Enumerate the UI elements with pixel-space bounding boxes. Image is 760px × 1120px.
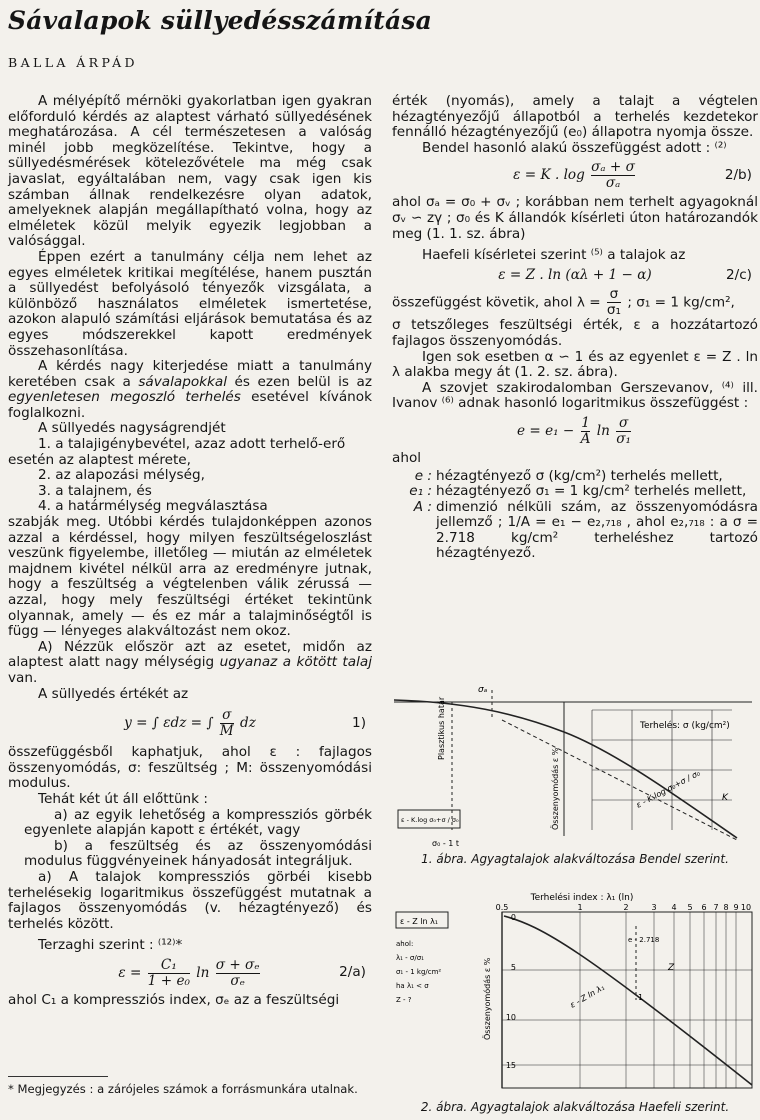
- top-tick-label: 9: [733, 903, 739, 912]
- equation-3: e = e₁ − $\frac{1}{A}$ ln $\frac{\sigma}{\text{σ₁}}$: [517, 414, 631, 447]
- curve-label: ε - Z ln λ₁: [568, 982, 607, 1010]
- top-tick-label: 10: [740, 903, 752, 912]
- one-label: 1: [638, 993, 644, 1002]
- figure-2-caption: 2. ábra. Agyagtalajok alakváltozása Haefeli szerint.: [420, 1100, 730, 1114]
- e-label: e - 2.718: [628, 936, 660, 944]
- top-tick-label: 6: [701, 903, 707, 912]
- figure-1-caption: 1. ábra. Agyagtalajok alakváltozása Bendel szerint.: [421, 852, 729, 866]
- equation-box-text: ε - K.log σ₀+σ / σ₀: [401, 816, 459, 824]
- paragraph: A süllyedés nagyságrendjét: [38, 420, 226, 437]
- paragraph: A mélyépítő mérnöki gyakorlatban igen gyakran előforduló kérdés az alaptest várható süllyedésének meghatározása. A cél természetesen a valóság minél jobb megközelítése. Tekintve, hogy a süllyedésmérések kötelezővétele ma még csak javaslat, egyáltalában nem, vagy csak igen kis számban állnak rendelkezésre olyan adatok, amelyeknek alapján megállapítható volna, hogy az elméletek közül melyik egyezik legjobban a valósággal.: [8, 93, 372, 250]
- sigma-a-label: σₐ: [478, 685, 488, 695]
- left-column: [8, 94, 372, 1008]
- list-item-continuation: esetén az alaptest mérete,: [8, 451, 191, 468]
- article-title: Sávalapok süllyedésszámítása: [8, 6, 433, 35]
- top-tick-label: 0.5: [495, 903, 509, 912]
- paragraph: ahol: [392, 449, 422, 466]
- top-tick-label: 4: [671, 903, 677, 912]
- k-label: K: [722, 793, 728, 803]
- legend-ahol: ahol:: [396, 940, 414, 948]
- top-tick-label: 8: [723, 903, 729, 912]
- left-tick-label: 0: [510, 913, 516, 922]
- paragraph: Éppen ezért a tanulmány célja nem lehet az egyes elméletek kritikai megítélése, hanem pusztán a süllyedést befolyásoló tényezők vizsgálata, a különböző használatos elméletek ismertetése, azokon alapuló számítási eljárások bemutatása és az egyes módszerekkel kapott eredmények összehasonlítása.: [8, 248, 372, 359]
- plot-frame: [502, 912, 752, 1088]
- top-axis-title: Terhelési index : λ₁ (ln): [530, 893, 634, 903]
- load-label: Terhelés: σ (kg/cm²): [640, 721, 730, 731]
- author-name: BALLA ÁRPÁD: [8, 55, 138, 70]
- curve-label: ε - K.log σ₀+σ / σ₀: [634, 768, 702, 810]
- left-tick-label: 5: [510, 963, 516, 972]
- y-axis-label: Összenyomódás ε %: [551, 747, 560, 830]
- paragraph: Haefeli kísérletei szerint ⁽⁵⁾ a talajok az: [422, 247, 686, 264]
- footnote: * Megjegyzés : a zárójeles számok a forrásmunkára utalnak.: [8, 1082, 358, 1096]
- definition-text: dimenzió nélküli szám, az összenyomódásra jellemző ; 1/A = e₁ − e₂,₇₁₈ , ahol e₂,₇₁₈ : a σ = 2.718 kg/cm² terheléshez tartozó hézagtényező.: [436, 498, 758, 562]
- top-tick-label: 1: [577, 903, 583, 912]
- definition-text: hézagtényező σ₁ = 1 kg/cm² terhelés mellett,: [436, 483, 747, 500]
- footnote-rule: [8, 1076, 108, 1077]
- equation-1: y = ∫ εdz = ∫ $\frac{\sigma}{M}$ dz 1): [124, 707, 366, 740]
- paragraph: összefüggésből kaphatjuk, ahol ε : fajlagos összenyomódás, σ: feszültség ; M: összenyomódási modulus.: [8, 744, 372, 792]
- paragraph: A) Nézzük először azt az esetet, midőn az alaptest alatt nagy mélységig ugyanaz a kötött talaj van.: [8, 638, 372, 686]
- equation-2b: ε = K . log $\frac{\text{σₐ + σ}}{\text{σₐ}}$ 2/b): [513, 159, 752, 192]
- paragraph: A süllyedés értékét az: [38, 685, 189, 702]
- left-tick-label: 10: [505, 1013, 516, 1022]
- definition-term: e₁ :: [409, 483, 432, 500]
- legend-line: λ₁ - σ/σ₁: [396, 954, 424, 962]
- paragraph: ahol σₐ = σ₀ + σᵥ ; korábban nem terhelt agyagoknál σᵥ ∽ zγ ; σ₀ és K állandók kísérleti úton határozandók meg (1. 1. sz. ábra): [392, 194, 758, 242]
- list-item: b) a feszültség és az összenyomódási modulus függvényeinek hányadosát integráljuk.: [24, 837, 372, 870]
- paragraph: A kérdés nagy kiterjedése miatt a tanulmány keretében csak a sávalapokkal és ezen belül is az egyenletesen megoszló terhelés esetével kívánok foglalkozni.: [8, 358, 372, 421]
- bottom-label: σ₀ - 1 t: [432, 839, 460, 848]
- list-item: a) az egyik lehetőség a kompressziós görbék egyenlete alapján kapott ε értékét, vagy: [24, 806, 372, 839]
- plastic-limit-label: Plasztikus határ: [437, 696, 446, 760]
- legend-line: ha λ₁ < σ: [396, 982, 429, 990]
- top-tick-label: 5: [687, 903, 693, 912]
- paragraph: Tehát két út áll előttünk :: [38, 790, 208, 807]
- paragraph: A szovjet szakirodalomban Gerszevanov, ⁽⁴⁾ ill. Ivanov ⁽⁶⁾ adnak hasonló logaritmikus összefüggést :: [392, 379, 758, 412]
- figure-1-diagram: [392, 680, 758, 852]
- paragraph: ahol C₁ a kompressziós index, σₑ az a feszültségi: [8, 991, 340, 1008]
- top-tick-label: 7: [713, 903, 719, 912]
- top-tick-label: 3: [651, 903, 657, 912]
- list-item: 3. a talajnem, és: [38, 482, 152, 499]
- paragraph: Terzaghi szerint : ⁽¹²⁾*: [38, 937, 183, 954]
- equation-2a: ε = $\frac{\text{C₁}}{\text{1 + e₀}}$ ln $\frac{\text{σ + σₑ}}{\text{σₑ}}$ 2/a): [118, 956, 366, 989]
- figure-2: [392, 890, 758, 1114]
- paragraph: Bendel hasonló alakú összefüggést adott : ⁽²⁾: [422, 139, 727, 156]
- legend-line: Z - ?: [396, 996, 412, 1004]
- paragraph: a) A talajok kompressziós görbéi kisebb terhelésekig logaritmikus összefüggést mutatnak a fajlagos összenyomódás (v. hézagtényező) és terhelés között.: [8, 868, 372, 932]
- paragraph: összefüggést követik, ahol λ = $\frac{\sigma}{\text{σ₁}}$ ; σ₁ = 1 kg/cm²,: [392, 286, 735, 319]
- equation-2c: ε = Z . ln (αλ + 1 − α) 2/c): [498, 266, 752, 283]
- paragraph: Igen sok esetben α ∽ 1 és az egyenlet ε = Z . ln λ alakba megy át (1. 2. sz. ábra).: [392, 348, 758, 381]
- right-column: [392, 94, 758, 562]
- list-item: 2. az alapozási mélység,: [38, 467, 205, 484]
- equation-box-text: ε - Z ln λ₁: [400, 917, 439, 926]
- legend-line: σ₁ - 1 kg/cm²: [396, 968, 442, 976]
- paragraph: érték (nyomás), amely a talajt a végtelen hézagtényezőjű állapotból a terhelés kezdetekor fennálló hézagtényezőjű (e₀) állapotra nyomja össze.: [392, 93, 758, 141]
- definition-list: [392, 469, 758, 563]
- figure-1: [392, 680, 758, 866]
- definition-term: A :: [413, 498, 432, 515]
- list-item: 4. a határmélység megválasztása: [38, 498, 268, 515]
- tangent-line: [502, 720, 737, 840]
- figure-2-diagram: [392, 890, 758, 1098]
- y-axis-label: Összenyomódás ε %: [483, 957, 492, 1040]
- definition-text: hézagtényező σ (kg/cm²) terhelés mellett,: [436, 467, 723, 484]
- paragraph: szabják meg. Utóbbi kérdés tulajdonképpen azonos azzal a kérdéssel, hogy milyen feszültségeloszlást veszünk figyelembe, illetőleg — miután az elméletek majdnem kivétel nélkül arra az eredményre jutnak, hogy a feszültség a végtelenben válik zérussá — azzal, hogy mely feszültségi értéket tekintünk olyannak, amely — és ez már a talajminőségtől is függ — lényeges alakváltozást nem okoz.: [8, 514, 372, 640]
- list-item: 1. a talajigénybevétel, azaz adott terhelő-erő: [38, 436, 346, 453]
- definition-term: e :: [414, 467, 432, 484]
- left-tick-label: 15: [505, 1061, 516, 1070]
- paragraph: σ tetszőleges feszültségi érték, ε a hozzátartozó fajlagos összenyomódás.: [392, 317, 758, 349]
- z-label: Z: [668, 963, 675, 973]
- top-tick-label: 2: [623, 903, 629, 912]
